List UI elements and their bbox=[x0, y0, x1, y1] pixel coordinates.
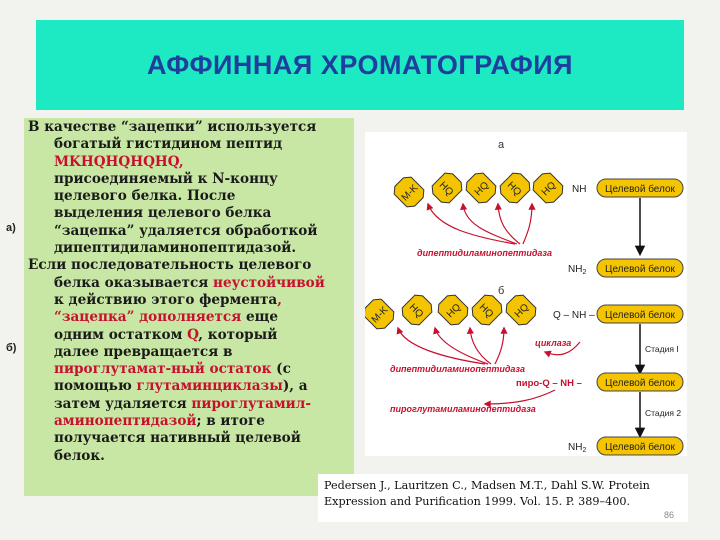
body-line: дипептидиламинопептидазой. bbox=[54, 240, 297, 257]
body-line: получается нативный целевой bbox=[54, 430, 301, 447]
panel-b-label: б bbox=[498, 285, 505, 297]
pyro-label: пиро-Q – NH – bbox=[516, 378, 582, 389]
marker-b: б) bbox=[6, 342, 17, 354]
peptide-chain-b bbox=[365, 292, 539, 333]
cleavage-arrows-b bbox=[398, 328, 504, 364]
page-number: 86 bbox=[664, 510, 675, 520]
body-line: В качестве “зацепки” используется bbox=[28, 119, 317, 135]
body-line: богатый гистидином пептид bbox=[54, 136, 283, 153]
reference-line: Expression and Purification 1999. Vol. 15. P. 389–400. bbox=[324, 495, 631, 508]
peptide-label: HQ bbox=[504, 179, 524, 199]
target-protein-label: Целевой белок bbox=[605, 442, 675, 453]
body-line: Если последовательность целевого bbox=[28, 257, 312, 274]
body-line: целевого белка. После bbox=[54, 188, 236, 205]
peptide-label: HQ bbox=[436, 179, 456, 199]
target-protein-label: Целевой белок bbox=[605, 184, 675, 195]
cyclase-label: циклаза bbox=[535, 338, 572, 348]
enzyme-label-2: дипептидиламинопептидаза bbox=[390, 364, 525, 374]
cleavage-arrows-a bbox=[428, 204, 532, 244]
reference-box bbox=[318, 474, 688, 522]
enzyme-label-3: пироглутамиламинопептидаза bbox=[390, 404, 536, 414]
slide-title: АФФИННАЯ ХРОМАТОГРАФИЯ bbox=[146, 49, 574, 80]
reference-line: Pedersen J., Lauritzen C., Madsen M.T., Dahl S.W. Protein bbox=[324, 479, 650, 492]
enzyme-label-1: дипептидиламинопептидаза bbox=[417, 248, 552, 258]
panel-a-label: а bbox=[498, 139, 505, 151]
body-line: “зацепка” дополняется еще bbox=[54, 309, 278, 326]
scheme-figure bbox=[365, 132, 687, 456]
target-protein-label: Целевой белок bbox=[605, 378, 675, 389]
peptide-label: HQ bbox=[512, 301, 532, 321]
body-line: пироглутамат-ный остаток (с bbox=[54, 361, 291, 378]
title-band bbox=[36, 20, 684, 110]
body-line: присоединяемый к N-концу bbox=[54, 170, 278, 187]
nh2-label: $NH_2$ bbox=[568, 264, 587, 276]
nh2-label: $NH_2$ bbox=[568, 442, 587, 454]
body-line: выделения целевого белка bbox=[54, 205, 272, 222]
peptide-label: M-K bbox=[369, 304, 391, 326]
body-line: белка оказывается неустойчивой bbox=[54, 274, 325, 291]
nh-label: NH bbox=[572, 184, 587, 195]
body-line: одним остатком Q, который bbox=[54, 326, 278, 343]
stage-1-label: Стадия I bbox=[645, 344, 679, 354]
body-line: белок. bbox=[54, 447, 105, 464]
peptide-sequence: MKHQHQHQHQ, bbox=[54, 153, 184, 170]
body-text bbox=[28, 119, 358, 465]
marker-a: а) bbox=[6, 222, 16, 234]
stage-2-label: Стадия 2 bbox=[645, 408, 682, 418]
body-line: затем удаляется пироглутамил- bbox=[54, 395, 311, 412]
peptide-label: HQ bbox=[539, 179, 559, 199]
peptide-label: HQ bbox=[406, 301, 426, 321]
body-line: далее превращается в bbox=[54, 343, 233, 360]
peptide-label: M-K bbox=[399, 182, 421, 204]
peptide-label: HQ bbox=[472, 179, 492, 199]
q-nh-label: Q – NH – bbox=[553, 310, 595, 321]
peptide-label: HQ bbox=[476, 301, 496, 321]
body-line: к действию этого фермента, bbox=[54, 291, 282, 308]
body-line: помощью глутаминциклазы), а bbox=[54, 378, 308, 395]
peptide-label: HQ bbox=[444, 301, 464, 321]
peptide-chain-a bbox=[391, 170, 567, 211]
body-line: аминопептидазой; в итоге bbox=[54, 413, 265, 430]
target-protein-label: Целевой белок bbox=[605, 310, 675, 321]
body-line: “зацепка” удаляется обработкой bbox=[54, 222, 318, 239]
target-protein-label: Целевой белок bbox=[605, 264, 675, 275]
